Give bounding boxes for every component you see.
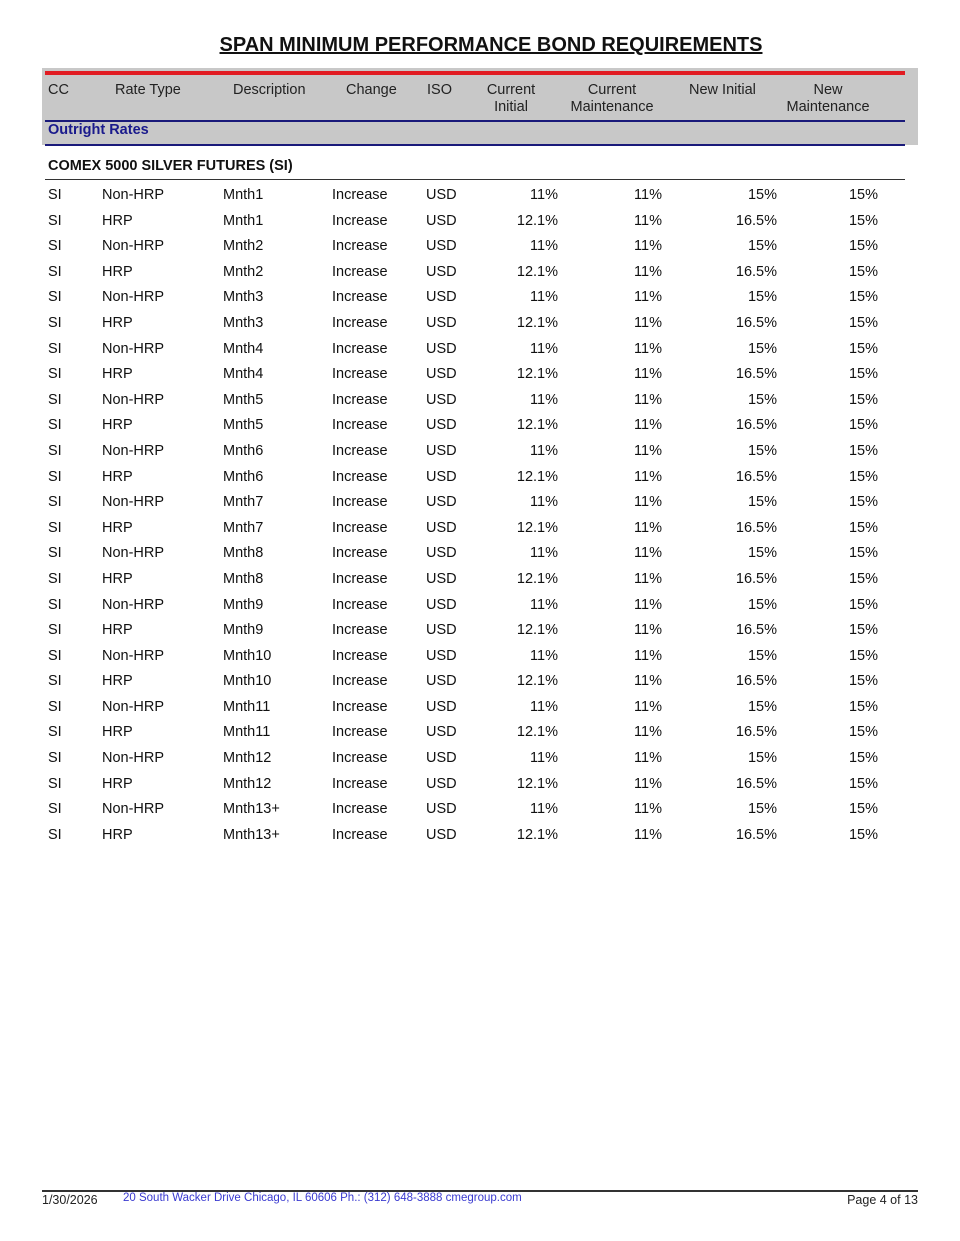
document-title: SPAN MINIMUM PERFORMANCE BOND REQUIREMENTS xyxy=(219,34,763,56)
cell-new-maintenance: 15% xyxy=(848,647,878,664)
col-header-new-initial: New Initial xyxy=(689,82,756,98)
cell-description: Mnth10 xyxy=(223,673,272,690)
cell-new-initial: 15% xyxy=(747,289,777,306)
col-header-cc: CC xyxy=(48,82,69,98)
cell-new-initial: 15% xyxy=(747,442,777,459)
cell-cc: SI xyxy=(48,442,62,459)
cell-rate-type: HRP xyxy=(102,314,133,331)
cell-iso: USD xyxy=(426,366,457,383)
table-row xyxy=(0,183,960,209)
table-row xyxy=(0,362,960,388)
cell-current-maintenance: 11% xyxy=(634,366,662,383)
cell-current-maintenance: 11% xyxy=(634,826,662,843)
cell-description: Mnth13+ xyxy=(223,801,280,818)
cell-cc: SI xyxy=(48,238,62,255)
cell-change: Increase xyxy=(332,494,388,511)
cell-current-maintenance: 11% xyxy=(634,314,662,331)
cell-description: Mnth3 xyxy=(223,289,264,306)
cell-current-initial: 11% xyxy=(530,187,558,203)
col-header-rate-type: Rate Type xyxy=(115,82,181,98)
cell-current-maintenance: 11% xyxy=(634,750,662,767)
cell-cc: SI xyxy=(48,417,62,434)
cell-current-initial: 12.1% xyxy=(516,212,558,229)
cell-iso: USD xyxy=(426,622,457,639)
cell-new-maintenance: 15% xyxy=(848,673,878,690)
cell-new-initial: 16.5% xyxy=(735,724,777,741)
cell-cc: SI xyxy=(48,366,62,383)
table-row xyxy=(0,746,960,772)
cell-iso: USD xyxy=(426,468,457,485)
cell-change: Increase xyxy=(332,442,388,459)
cell-current-maintenance: 11% xyxy=(634,622,662,639)
cell-cc: SI xyxy=(48,289,62,306)
table-row xyxy=(0,772,960,798)
footer-page-number: Page 4 of 13 xyxy=(847,1193,918,1207)
cell-description: Mnth3 xyxy=(223,314,264,331)
cell-new-maintenance: 15% xyxy=(848,238,878,255)
cell-rate-type: HRP xyxy=(102,673,133,690)
cell-new-maintenance: 15% xyxy=(848,442,878,459)
cell-cc: SI xyxy=(48,775,62,792)
cell-cc: SI xyxy=(48,647,62,664)
cell-cc: SI xyxy=(48,212,62,229)
cell-description: Mnth5 xyxy=(223,417,264,434)
table-row xyxy=(0,516,960,542)
cell-new-initial: 16.5% xyxy=(735,263,777,280)
cell-change: Increase xyxy=(332,263,388,280)
cell-cc: SI xyxy=(48,570,62,587)
cell-description: Mnth2 xyxy=(223,263,264,280)
cell-change: Increase xyxy=(332,750,388,767)
cell-new-initial: 16.5% xyxy=(735,314,777,331)
cell-current-initial: 12.1% xyxy=(516,519,558,536)
cell-iso: USD xyxy=(426,698,457,715)
cell-rate-type: HRP xyxy=(102,263,133,280)
cell-current-maintenance: 11% xyxy=(634,570,662,587)
cell-current-initial: 12.1% xyxy=(516,366,558,383)
cell-change: Increase xyxy=(332,596,388,613)
cell-current-initial: 11% xyxy=(530,289,558,306)
cell-current-initial: 12.1% xyxy=(516,622,558,639)
cell-change: Increase xyxy=(332,340,388,357)
cell-rate-type: HRP xyxy=(102,468,133,485)
cell-current-initial: 11% xyxy=(530,340,558,357)
cell-current-initial: 11% xyxy=(530,391,558,408)
table-row xyxy=(0,490,960,516)
cell-iso: USD xyxy=(426,801,457,818)
cell-current-maintenance: 11% xyxy=(634,545,662,562)
table-row xyxy=(0,311,960,337)
cell-iso: USD xyxy=(426,826,457,843)
table-row xyxy=(0,567,960,593)
cell-description: Mnth12 xyxy=(223,750,272,767)
cell-rate-type: Non-HRP xyxy=(102,750,165,767)
table-row xyxy=(0,644,960,670)
cell-change: Increase xyxy=(332,212,388,229)
table-row xyxy=(0,695,960,721)
table-row xyxy=(0,593,960,619)
table-row xyxy=(0,337,960,363)
cell-new-maintenance: 15% xyxy=(848,212,878,229)
cell-current-maintenance: 11% xyxy=(634,596,662,613)
cell-current-maintenance: 11% xyxy=(634,442,662,459)
cell-iso: USD xyxy=(426,263,457,280)
cell-new-initial: 16.5% xyxy=(735,468,777,485)
cell-current-maintenance: 11% xyxy=(634,519,662,536)
cell-iso: USD xyxy=(426,596,457,613)
cell-new-initial: 15% xyxy=(747,340,777,357)
col-header-new-maintenance-line2: Maintenance xyxy=(786,99,870,115)
cell-current-initial: 12.1% xyxy=(516,417,558,434)
table-row xyxy=(0,541,960,567)
col-header-description: Description xyxy=(233,82,306,98)
cell-cc: SI xyxy=(48,698,62,715)
cell-cc: SI xyxy=(48,750,62,767)
table-row xyxy=(0,260,960,286)
cell-description: Mnth6 xyxy=(223,468,264,485)
cell-new-initial: 16.5% xyxy=(735,519,777,536)
cell-description: Mnth9 xyxy=(223,596,264,613)
cell-description: Mnth7 xyxy=(223,519,264,536)
cell-new-initial: 15% xyxy=(747,698,777,715)
cell-cc: SI xyxy=(48,391,62,408)
cell-iso: USD xyxy=(426,750,457,767)
cell-cc: SI xyxy=(48,314,62,331)
cell-iso: USD xyxy=(426,570,457,587)
product-divider xyxy=(45,179,905,180)
cell-new-initial: 15% xyxy=(747,647,777,664)
table-row xyxy=(0,823,960,849)
product-title: COMEX 5000 SILVER FUTURES (SI) xyxy=(48,158,293,174)
cell-iso: USD xyxy=(426,519,457,536)
cell-iso: USD xyxy=(426,238,457,255)
cell-current-maintenance: 11% xyxy=(634,468,662,485)
cell-cc: SI xyxy=(48,826,62,843)
cell-new-initial: 15% xyxy=(747,238,777,255)
cell-new-maintenance: 15% xyxy=(848,570,878,587)
cell-change: Increase xyxy=(332,468,388,485)
cell-iso: USD xyxy=(426,187,457,203)
cell-new-initial: 16.5% xyxy=(735,417,777,434)
cell-rate-type: HRP xyxy=(102,366,133,383)
cell-current-maintenance: 11% xyxy=(634,775,662,792)
cell-current-maintenance: 11% xyxy=(634,801,662,818)
cell-description: Mnth1 xyxy=(223,187,264,203)
cell-rate-type: Non-HRP xyxy=(102,340,165,357)
cell-change: Increase xyxy=(332,545,388,562)
cell-new-initial: 15% xyxy=(747,391,777,408)
cell-current-initial: 11% xyxy=(530,545,558,562)
cell-description: Mnth6 xyxy=(223,442,264,459)
cell-rate-type: Non-HRP xyxy=(102,596,165,613)
cell-iso: USD xyxy=(426,340,457,357)
col-header-current-maintenance-line2: Maintenance xyxy=(570,99,654,115)
table-row xyxy=(0,209,960,235)
cell-new-initial: 15% xyxy=(747,494,777,511)
cell-iso: USD xyxy=(426,289,457,306)
cell-rate-type: Non-HRP xyxy=(102,545,165,562)
cell-iso: USD xyxy=(426,647,457,664)
cell-change: Increase xyxy=(332,417,388,434)
cell-new-maintenance: 15% xyxy=(848,519,878,536)
cell-cc: SI xyxy=(48,673,62,690)
cell-iso: USD xyxy=(426,442,457,459)
cell-current-maintenance: 11% xyxy=(634,417,662,434)
cell-rate-type: Non-HRP xyxy=(102,801,165,818)
cell-cc: SI xyxy=(48,622,62,639)
cell-current-initial: 11% xyxy=(530,494,558,511)
cell-rate-type: Non-HRP xyxy=(102,238,165,255)
cell-cc: SI xyxy=(48,801,62,818)
cell-current-initial: 12.1% xyxy=(516,826,558,843)
cell-cc: SI xyxy=(48,468,62,485)
cell-iso: USD xyxy=(426,212,457,229)
cell-current-maintenance: 11% xyxy=(634,698,662,715)
cell-change: Increase xyxy=(332,724,388,741)
cell-new-maintenance: 15% xyxy=(848,289,878,306)
cell-current-maintenance: 11% xyxy=(634,673,662,690)
cell-change: Increase xyxy=(332,673,388,690)
cell-description: Mnth7 xyxy=(223,494,264,511)
cell-rate-type: Non-HRP xyxy=(102,391,165,408)
cell-new-maintenance: 15% xyxy=(848,545,878,562)
cell-change: Increase xyxy=(332,622,388,639)
cell-new-initial: 16.5% xyxy=(735,212,777,229)
cell-description: Mnth5 xyxy=(223,391,264,408)
cell-rate-type: Non-HRP xyxy=(102,442,165,459)
cell-change: Increase xyxy=(332,801,388,818)
col-header-current-initial xyxy=(480,82,542,116)
cell-new-maintenance: 15% xyxy=(848,801,878,818)
cell-current-maintenance: 11% xyxy=(634,238,662,255)
col-header-change: Change xyxy=(346,82,397,98)
cell-change: Increase xyxy=(332,826,388,843)
cell-rate-type: HRP xyxy=(102,212,133,229)
cell-rate-type: HRP xyxy=(102,775,133,792)
cell-iso: USD xyxy=(426,494,457,511)
cell-change: Increase xyxy=(332,366,388,383)
cell-new-maintenance: 15% xyxy=(848,340,878,357)
cell-change: Increase xyxy=(332,647,388,664)
cell-description: Mnth2 xyxy=(223,238,264,255)
cell-new-maintenance: 15% xyxy=(848,366,878,383)
cell-iso: USD xyxy=(426,545,457,562)
cell-new-initial: 16.5% xyxy=(735,673,777,690)
cell-current-initial: 12.1% xyxy=(516,724,558,741)
cell-cc: SI xyxy=(48,494,62,511)
cell-current-initial: 12.1% xyxy=(516,263,558,280)
cell-iso: USD xyxy=(426,391,457,408)
cell-current-initial: 12.1% xyxy=(516,468,558,485)
cell-description: Mnth11 xyxy=(223,724,271,741)
cell-cc: SI xyxy=(48,596,62,613)
cell-current-initial: 11% xyxy=(530,238,558,255)
cell-current-maintenance: 11% xyxy=(634,289,662,306)
cell-iso: USD xyxy=(426,673,457,690)
cell-current-initial: 11% xyxy=(530,698,558,715)
table-row xyxy=(0,618,960,644)
table-row xyxy=(0,285,960,311)
cell-new-initial: 15% xyxy=(747,187,777,203)
cell-rate-type: Non-HRP xyxy=(102,647,165,664)
cell-rate-type: HRP xyxy=(102,417,133,434)
cell-iso: USD xyxy=(426,314,457,331)
footer-date: 1/30/2026 xyxy=(42,1193,98,1207)
table-row xyxy=(0,720,960,746)
table-row xyxy=(0,669,960,695)
cell-current-maintenance: 11% xyxy=(634,187,662,203)
cell-new-maintenance: 15% xyxy=(848,468,878,485)
cell-description: Mnth9 xyxy=(223,622,264,639)
cell-new-initial: 16.5% xyxy=(735,775,777,792)
cell-cc: SI xyxy=(48,519,62,536)
cell-change: Increase xyxy=(332,698,388,715)
cell-new-maintenance: 15% xyxy=(848,826,878,843)
table-row xyxy=(0,797,960,823)
cell-rate-type: Non-HRP xyxy=(102,494,165,511)
cell-description: Mnth8 xyxy=(223,545,264,562)
cell-current-maintenance: 11% xyxy=(634,391,662,408)
cell-current-initial: 11% xyxy=(530,596,558,613)
cell-cc: SI xyxy=(48,263,62,280)
cell-current-maintenance: 11% xyxy=(634,494,662,511)
table-row xyxy=(0,413,960,439)
cell-new-maintenance: 15% xyxy=(848,698,878,715)
cell-description: Mnth11 xyxy=(223,698,271,715)
cell-current-initial: 11% xyxy=(530,801,558,818)
table-row xyxy=(0,388,960,414)
cell-new-maintenance: 15% xyxy=(848,263,878,280)
cell-rate-type: HRP xyxy=(102,570,133,587)
cell-new-maintenance: 15% xyxy=(848,494,878,511)
cell-cc: SI xyxy=(48,724,62,741)
cell-current-maintenance: 11% xyxy=(634,724,662,741)
cell-cc: SI xyxy=(48,340,62,357)
cell-new-initial: 15% xyxy=(747,750,777,767)
cell-cc: SI xyxy=(48,545,62,562)
cell-new-maintenance: 15% xyxy=(848,314,878,331)
cell-change: Increase xyxy=(332,289,388,306)
cell-rate-type: Non-HRP xyxy=(102,698,165,715)
cell-new-initial: 15% xyxy=(747,545,777,562)
cell-rate-type: Non-HRP xyxy=(102,289,165,306)
cell-current-initial: 12.1% xyxy=(516,314,558,331)
cell-new-initial: 16.5% xyxy=(735,570,777,587)
cell-current-maintenance: 11% xyxy=(634,340,662,357)
cell-cc: SI xyxy=(48,187,62,203)
header-red-rule xyxy=(45,71,905,75)
cell-current-initial: 12.1% xyxy=(516,570,558,587)
section-divider xyxy=(45,144,905,146)
col-header-current-maintenance xyxy=(566,82,658,116)
cell-current-maintenance: 11% xyxy=(634,263,662,280)
col-header-new-maintenance xyxy=(782,82,874,116)
cell-new-initial: 16.5% xyxy=(735,622,777,639)
cell-rate-type: HRP xyxy=(102,519,133,536)
cell-change: Increase xyxy=(332,391,388,408)
cell-description: Mnth8 xyxy=(223,570,264,587)
cell-change: Increase xyxy=(332,775,388,792)
cell-description: Mnth1 xyxy=(223,212,264,229)
cell-new-maintenance: 15% xyxy=(848,596,878,613)
cell-new-initial: 15% xyxy=(747,596,777,613)
col-header-new-maintenance-line1: New xyxy=(813,82,843,98)
cell-rate-type: HRP xyxy=(102,826,133,843)
cell-current-maintenance: 11% xyxy=(634,647,662,664)
table-row xyxy=(0,465,960,491)
cell-new-maintenance: 15% xyxy=(848,724,878,741)
cell-new-maintenance: 15% xyxy=(848,187,878,203)
cell-current-initial: 11% xyxy=(530,647,558,664)
cell-change: Increase xyxy=(332,238,388,255)
col-header-current-initial-line1: Current xyxy=(486,82,536,98)
col-header-iso: ISO xyxy=(427,82,452,98)
cell-description: Mnth12 xyxy=(223,775,272,792)
table-row xyxy=(0,234,960,260)
cell-new-initial: 15% xyxy=(747,801,777,818)
cell-current-initial: 11% xyxy=(530,442,558,459)
cell-change: Increase xyxy=(332,314,388,331)
cell-iso: USD xyxy=(426,417,457,434)
cell-change: Increase xyxy=(332,187,388,203)
cell-description: Mnth4 xyxy=(223,366,264,383)
cell-description: Mnth13+ xyxy=(223,826,280,843)
section-title: Outright Rates xyxy=(48,122,149,138)
cell-current-maintenance: 11% xyxy=(634,212,662,229)
cell-current-initial: 11% xyxy=(530,750,558,767)
cell-new-maintenance: 15% xyxy=(848,622,878,639)
cell-new-initial: 16.5% xyxy=(735,366,777,383)
cell-new-maintenance: 15% xyxy=(848,775,878,792)
cell-iso: USD xyxy=(426,724,457,741)
col-header-current-maintenance-line1: Current xyxy=(587,82,637,98)
cell-new-initial: 16.5% xyxy=(735,826,777,843)
col-header-current-initial-line2: Initial xyxy=(494,99,528,115)
cell-iso: USD xyxy=(426,775,457,792)
cell-rate-type: Non-HRP xyxy=(102,187,165,203)
cell-rate-type: HRP xyxy=(102,622,133,639)
cell-current-initial: 12.1% xyxy=(516,673,558,690)
cell-change: Increase xyxy=(332,519,388,536)
cell-rate-type: HRP xyxy=(102,724,133,741)
cell-new-maintenance: 15% xyxy=(848,417,878,434)
cell-new-maintenance: 15% xyxy=(848,750,878,767)
cell-description: Mnth4 xyxy=(223,340,264,357)
table-row xyxy=(0,439,960,465)
footer-address-link[interactable]: 20 South Wacker Drive Chicago, IL 60606 Ph.: (312) 648-3888 cmegroup.com xyxy=(123,1192,522,1204)
header-divider xyxy=(45,120,905,122)
cell-description: Mnth10 xyxy=(223,647,272,664)
cell-change: Increase xyxy=(332,570,388,587)
table-body xyxy=(0,183,960,848)
cell-current-initial: 12.1% xyxy=(516,775,558,792)
cell-new-maintenance: 15% xyxy=(848,391,878,408)
